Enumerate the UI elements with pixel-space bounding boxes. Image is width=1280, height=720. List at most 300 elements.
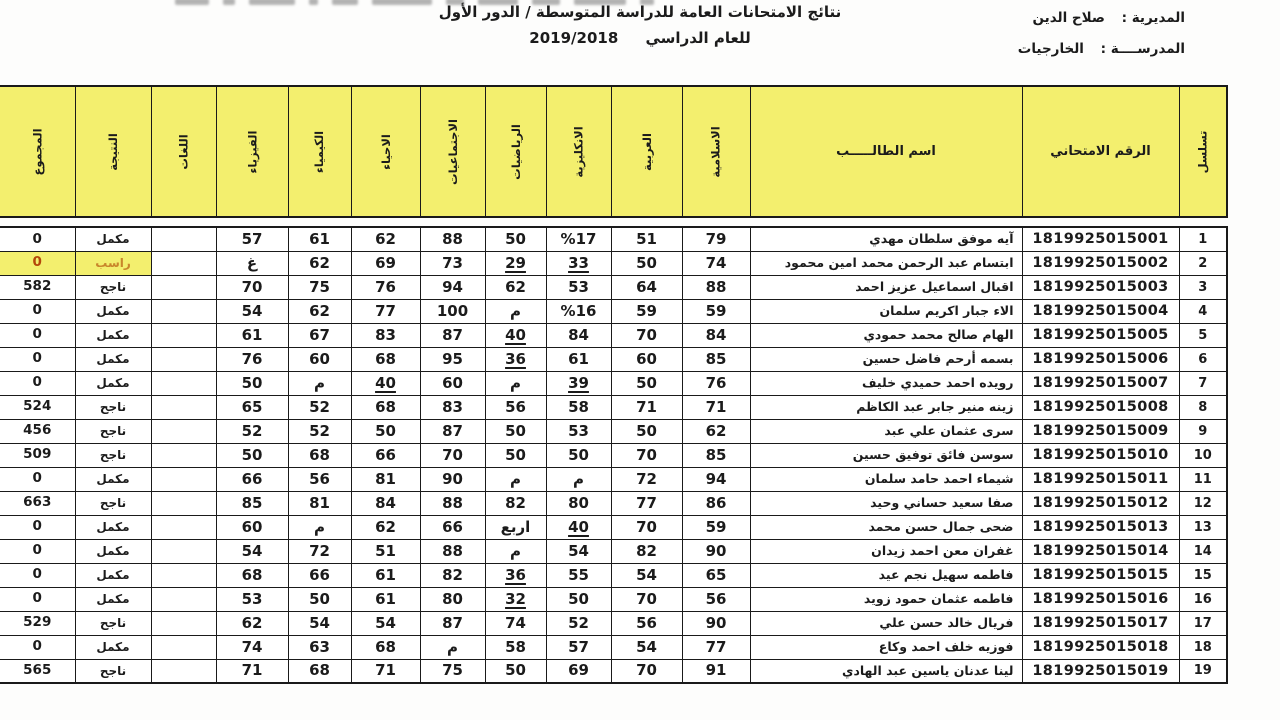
score-cell: 66 [216, 467, 288, 491]
col-header-total: المجموع [0, 86, 75, 217]
exam-number-cell: 1819925015015 [1022, 563, 1179, 587]
score-cell: 54 [611, 563, 682, 587]
student-name-cell: آيه موفق سلطان مهدي [750, 227, 1022, 251]
score-cell: 50 [611, 371, 682, 395]
score-cell: 39 [546, 371, 611, 395]
score-cell: 76 [216, 347, 288, 371]
score-cell: 73 [420, 251, 485, 275]
score-cell [151, 347, 216, 371]
col-header-physics: الفيزياء [216, 86, 288, 217]
exam-number-cell: 1819925015007 [1022, 371, 1179, 395]
score-cell: 54 [546, 539, 611, 563]
result-cell: مكمل [75, 323, 151, 347]
score-cell: 95 [420, 347, 485, 371]
school-value: الخارجيات [1017, 41, 1084, 57]
score-cell: 72 [611, 467, 682, 491]
score-cell: 40 [546, 515, 611, 539]
exam-number-cell: 1819925015016 [1022, 587, 1179, 611]
exam-number-cell: 1819925015004 [1022, 299, 1179, 323]
score-cell: 83 [351, 323, 420, 347]
score-cell [151, 371, 216, 395]
score-cell: 81 [351, 467, 420, 491]
score-cell: 36 [485, 347, 546, 371]
score-cell: 36 [485, 563, 546, 587]
score-cell: 53 [216, 587, 288, 611]
score-cell: 52 [288, 395, 351, 419]
score-cell [151, 467, 216, 491]
student-name-cell: اقبال اسماعيل عزيز احمد [750, 275, 1022, 299]
result-cell: مكمل [75, 587, 151, 611]
score-cell [151, 659, 216, 683]
score-cell: 74 [682, 251, 750, 275]
score-cell: 56 [485, 395, 546, 419]
score-cell: 60 [420, 371, 485, 395]
score-cell: م [420, 635, 485, 659]
score-cell: 50 [485, 659, 546, 683]
score-cell: 51 [351, 539, 420, 563]
score-cell [151, 539, 216, 563]
col-header-name: اسم الطالـــــب [750, 86, 1022, 217]
score-cell: 69 [351, 251, 420, 275]
results-table-body [0, 226, 1228, 684]
score-cell: 62 [216, 611, 288, 635]
total-cell: 582 [0, 275, 75, 299]
score-cell: 87 [420, 611, 485, 635]
table-row [0, 635, 1227, 659]
serial-cell: 13 [1179, 515, 1227, 539]
serial-cell: 2 [1179, 251, 1227, 275]
score-cell: 91 [682, 659, 750, 683]
score-cell: 70 [611, 659, 682, 683]
exam-number-cell: 1819925015012 [1022, 491, 1179, 515]
score-cell: 70 [611, 587, 682, 611]
exam-number-cell: 1819925015011 [1022, 467, 1179, 491]
serial-cell: 14 [1179, 539, 1227, 563]
score-cell: 65 [216, 395, 288, 419]
score-cell: 90 [682, 539, 750, 563]
score-cell: 68 [351, 635, 420, 659]
score-cell: 75 [288, 275, 351, 299]
score-cell: 52 [546, 611, 611, 635]
directorate-row [885, 10, 1185, 26]
student-name-cell: فريال خالد حسن علي [750, 611, 1022, 635]
score-cell: 62 [351, 515, 420, 539]
table-row [0, 491, 1227, 515]
result-cell: مكمل [75, 371, 151, 395]
student-name-cell: صفا سعيد حساني وحيد [750, 491, 1022, 515]
score-cell: 66 [420, 515, 485, 539]
score-cell: 57 [546, 635, 611, 659]
score-cell [151, 227, 216, 251]
total-cell: 0 [0, 371, 75, 395]
score-cell: 84 [546, 323, 611, 347]
score-cell: م [485, 371, 546, 395]
score-cell: 69 [546, 659, 611, 683]
score-cell: م [288, 515, 351, 539]
score-cell: 29 [485, 251, 546, 275]
score-cell: 85 [216, 491, 288, 515]
score-cell: 40 [351, 371, 420, 395]
result-cell: ناجح [75, 611, 151, 635]
score-cell: 77 [611, 491, 682, 515]
score-cell: 50 [288, 587, 351, 611]
score-cell: %16 [546, 299, 611, 323]
score-cell: 56 [682, 587, 750, 611]
serial-cell: 15 [1179, 563, 1227, 587]
score-cell: 32 [485, 587, 546, 611]
score-cell [151, 587, 216, 611]
score-cell: 56 [288, 467, 351, 491]
table-row [0, 467, 1227, 491]
table-row [0, 395, 1227, 419]
score-cell: 60 [611, 347, 682, 371]
score-cell: 70 [611, 323, 682, 347]
score-cell: 70 [611, 443, 682, 467]
score-cell: 50 [546, 443, 611, 467]
student-name-cell: غفران معن احمد زيدان [750, 539, 1022, 563]
score-cell [151, 419, 216, 443]
document-title-block [380, 3, 900, 47]
header-row [0, 86, 1227, 217]
result-cell: ناجح [75, 659, 151, 683]
score-cell: 76 [682, 371, 750, 395]
score-cell: 61 [546, 347, 611, 371]
score-cell: 85 [682, 443, 750, 467]
table-row [0, 587, 1227, 611]
score-cell: 74 [216, 635, 288, 659]
academic-year-line [380, 29, 900, 47]
table-row [0, 347, 1227, 371]
score-cell: 68 [351, 347, 420, 371]
serial-cell: 11 [1179, 467, 1227, 491]
total-cell: 524 [0, 395, 75, 419]
score-cell: 71 [351, 659, 420, 683]
score-cell: 50 [216, 443, 288, 467]
score-cell: 61 [288, 227, 351, 251]
score-cell: 62 [351, 227, 420, 251]
score-cell: 59 [682, 515, 750, 539]
serial-cell: 7 [1179, 371, 1227, 395]
score-cell: اربع [485, 515, 546, 539]
score-cell: 80 [420, 587, 485, 611]
score-cell: 71 [216, 659, 288, 683]
score-cell: 54 [351, 611, 420, 635]
directorate-label: المديرية : [1121, 10, 1185, 26]
score-cell: 71 [682, 395, 750, 419]
score-cell: 50 [611, 251, 682, 275]
score-cell: 87 [420, 419, 485, 443]
score-cell: 77 [682, 635, 750, 659]
score-cell: 50 [216, 371, 288, 395]
serial-cell: 3 [1179, 275, 1227, 299]
table-row [0, 659, 1227, 683]
score-cell: 100 [420, 299, 485, 323]
serial-cell: 5 [1179, 323, 1227, 347]
table-row [0, 251, 1227, 275]
score-cell: م [485, 539, 546, 563]
exam-number-cell: 1819925015002 [1022, 251, 1179, 275]
score-cell: 54 [216, 539, 288, 563]
score-cell: 82 [420, 563, 485, 587]
total-cell: 0 [0, 251, 75, 275]
score-cell: %17 [546, 227, 611, 251]
table-row [0, 611, 1227, 635]
exam-number-cell: 1819925015005 [1022, 323, 1179, 347]
score-cell [151, 251, 216, 275]
score-cell [151, 275, 216, 299]
serial-cell: 4 [1179, 299, 1227, 323]
score-cell: 87 [420, 323, 485, 347]
score-cell: 81 [288, 491, 351, 515]
score-cell: 88 [682, 275, 750, 299]
col-header-arabic: العربية [611, 86, 682, 217]
result-cell: ناجح [75, 491, 151, 515]
score-cell: 82 [611, 539, 682, 563]
score-cell: 61 [216, 323, 288, 347]
score-cell [151, 635, 216, 659]
score-cell: 82 [485, 491, 546, 515]
score-cell [151, 491, 216, 515]
header-body-gap [0, 218, 1228, 226]
exam-number-cell: 1819925015010 [1022, 443, 1179, 467]
score-cell: 72 [288, 539, 351, 563]
student-name-cell: الهام صالح محمد حمودي [750, 323, 1022, 347]
results-table [0, 85, 1228, 684]
score-cell: 85 [682, 347, 750, 371]
score-cell: 84 [351, 491, 420, 515]
score-cell: 66 [351, 443, 420, 467]
score-cell: 63 [288, 635, 351, 659]
score-cell: 88 [420, 491, 485, 515]
score-cell: غ [216, 251, 288, 275]
col-header-islamic: الاسلامية [682, 86, 750, 217]
table-row [0, 275, 1227, 299]
student-name-cell: فاطمه عثمان حمود زويد [750, 587, 1022, 611]
total-cell: 0 [0, 635, 75, 659]
result-cell: راسب [75, 251, 151, 275]
result-cell: مكمل [75, 635, 151, 659]
score-cell: 54 [611, 635, 682, 659]
student-name-cell: سرى عثمان علي عبد [750, 419, 1022, 443]
total-cell: 509 [0, 443, 75, 467]
student-name-cell: زينه منير جابر عبد الكاظم [750, 395, 1022, 419]
results-table-header [0, 85, 1228, 218]
student-name-cell: ابتسام عبد الرحمن محمد امين محمود [750, 251, 1022, 275]
score-cell: 53 [546, 275, 611, 299]
student-name-cell: سوسن فائق توفيق حسين [750, 443, 1022, 467]
total-cell: 0 [0, 227, 75, 251]
total-cell: 0 [0, 563, 75, 587]
exam-number-cell: 1819925015018 [1022, 635, 1179, 659]
score-cell: 51 [611, 227, 682, 251]
result-cell: ناجح [75, 275, 151, 299]
score-cell: 76 [351, 275, 420, 299]
score-cell: 54 [288, 611, 351, 635]
total-cell: 0 [0, 323, 75, 347]
score-cell: 55 [546, 563, 611, 587]
school-label: المدرســــة : [1100, 41, 1185, 57]
score-cell: 62 [485, 275, 546, 299]
meta-block [885, 10, 1185, 72]
year-label: للعام الدراسي [645, 29, 751, 47]
serial-cell: 18 [1179, 635, 1227, 659]
score-cell: 50 [485, 227, 546, 251]
exam-number-cell: 1819925015013 [1022, 515, 1179, 539]
score-cell: 71 [611, 395, 682, 419]
exam-number-cell: 1819925015009 [1022, 419, 1179, 443]
total-cell: 0 [0, 587, 75, 611]
total-cell: 0 [0, 539, 75, 563]
score-cell: 56 [611, 611, 682, 635]
col-header-exam_no: الرقم الامتحاني [1022, 86, 1179, 217]
exam-number-cell: 1819925015001 [1022, 227, 1179, 251]
exam-number-cell: 1819925015017 [1022, 611, 1179, 635]
score-cell: 90 [682, 611, 750, 635]
score-cell: 50 [546, 587, 611, 611]
score-cell: 50 [485, 419, 546, 443]
col-header-chemistry: الكيمياء [288, 86, 351, 217]
col-header-languages: اللغات [151, 86, 216, 217]
score-cell [151, 323, 216, 347]
score-cell: 70 [420, 443, 485, 467]
table-row [0, 563, 1227, 587]
col-header-english: الانكليزية [546, 86, 611, 217]
col-header-social: الاجتماعيات [420, 86, 485, 217]
result-cell: ناجح [75, 443, 151, 467]
score-cell: 50 [485, 443, 546, 467]
serial-cell: 16 [1179, 587, 1227, 611]
score-cell: 58 [485, 635, 546, 659]
score-cell: 60 [216, 515, 288, 539]
score-cell: 62 [288, 299, 351, 323]
score-cell: 64 [611, 275, 682, 299]
serial-cell: 17 [1179, 611, 1227, 635]
serial-cell: 1 [1179, 227, 1227, 251]
score-cell: 83 [420, 395, 485, 419]
score-cell: م [485, 299, 546, 323]
student-name-cell: الاء جبار اكريم سلمان [750, 299, 1022, 323]
serial-cell: 6 [1179, 347, 1227, 371]
col-header-biology: الاحياء [351, 86, 420, 217]
score-cell: 68 [351, 395, 420, 419]
score-cell: 86 [682, 491, 750, 515]
score-cell: 79 [682, 227, 750, 251]
serial-cell: 19 [1179, 659, 1227, 683]
result-cell: ناجح [75, 395, 151, 419]
table-row [0, 371, 1227, 395]
score-cell: 77 [351, 299, 420, 323]
score-cell: 54 [216, 299, 288, 323]
score-cell: 68 [288, 443, 351, 467]
table-row [0, 539, 1227, 563]
score-cell: 65 [682, 563, 750, 587]
table-row [0, 515, 1227, 539]
serial-cell: 8 [1179, 395, 1227, 419]
serial-cell: 12 [1179, 491, 1227, 515]
score-cell: 80 [546, 491, 611, 515]
score-cell: 52 [288, 419, 351, 443]
exam-number-cell: 1819925015019 [1022, 659, 1179, 683]
score-cell: 88 [420, 227, 485, 251]
table-row [0, 323, 1227, 347]
score-cell: 84 [682, 323, 750, 347]
score-cell: 68 [288, 659, 351, 683]
col-header-math: الرياضيات [485, 86, 546, 217]
score-cell: 74 [485, 611, 546, 635]
result-cell: مكمل [75, 227, 151, 251]
student-name-cell: ضحى جمال حسن محمد [750, 515, 1022, 539]
score-cell [151, 395, 216, 419]
score-cell: 62 [288, 251, 351, 275]
total-cell: 529 [0, 611, 75, 635]
table-row [0, 419, 1227, 443]
year-value: 2019/2018 [529, 29, 619, 47]
score-cell: 70 [611, 515, 682, 539]
table-row [0, 299, 1227, 323]
score-cell: م [485, 467, 546, 491]
score-cell: م [288, 371, 351, 395]
score-cell: 52 [216, 419, 288, 443]
result-cell: ناجح [75, 419, 151, 443]
score-cell: 66 [288, 563, 351, 587]
serial-cell: 9 [1179, 419, 1227, 443]
result-cell: مكمل [75, 467, 151, 491]
student-name-cell: رويده احمد حميدي خليف [750, 371, 1022, 395]
total-cell: 565 [0, 659, 75, 683]
score-cell [151, 611, 216, 635]
student-name-cell: بسمه أرحم فاضل حسين [750, 347, 1022, 371]
exam-number-cell: 1819925015003 [1022, 275, 1179, 299]
score-cell: 50 [611, 419, 682, 443]
col-header-serial: تسلسل [1179, 86, 1227, 217]
score-cell: 59 [682, 299, 750, 323]
score-cell: 50 [351, 419, 420, 443]
result-cell: مكمل [75, 515, 151, 539]
directorate-value: صلاح الدين [1032, 10, 1105, 26]
total-cell: 456 [0, 419, 75, 443]
exam-number-cell: 1819925015006 [1022, 347, 1179, 371]
result-cell: مكمل [75, 539, 151, 563]
exam-number-cell: 1819925015008 [1022, 395, 1179, 419]
score-cell: 33 [546, 251, 611, 275]
score-cell: 40 [485, 323, 546, 347]
table-row [0, 227, 1227, 251]
total-cell: 0 [0, 467, 75, 491]
total-cell: 663 [0, 491, 75, 515]
score-cell: 58 [546, 395, 611, 419]
school-row [885, 41, 1185, 57]
result-cell: مكمل [75, 563, 151, 587]
total-cell: 0 [0, 515, 75, 539]
table-row [0, 443, 1227, 467]
score-cell: 94 [682, 467, 750, 491]
result-cell: مكمل [75, 299, 151, 323]
page-title: نتائج الامتحانات العامة للدراسة المتوسطة / الدور الأول [438, 3, 842, 21]
score-cell [151, 563, 216, 587]
score-cell: 67 [288, 323, 351, 347]
score-cell: 57 [216, 227, 288, 251]
score-cell: 88 [420, 539, 485, 563]
serial-cell: 10 [1179, 443, 1227, 467]
score-cell: 94 [420, 275, 485, 299]
total-cell: 0 [0, 299, 75, 323]
student-name-cell: لينا عدنان ياسين عبد الهادي [750, 659, 1022, 683]
score-cell [151, 443, 216, 467]
student-name-cell: فوزيه خلف احمد وكاع [750, 635, 1022, 659]
score-cell [151, 515, 216, 539]
score-cell: 60 [288, 347, 351, 371]
col-header-result: النتيجة [75, 86, 151, 217]
